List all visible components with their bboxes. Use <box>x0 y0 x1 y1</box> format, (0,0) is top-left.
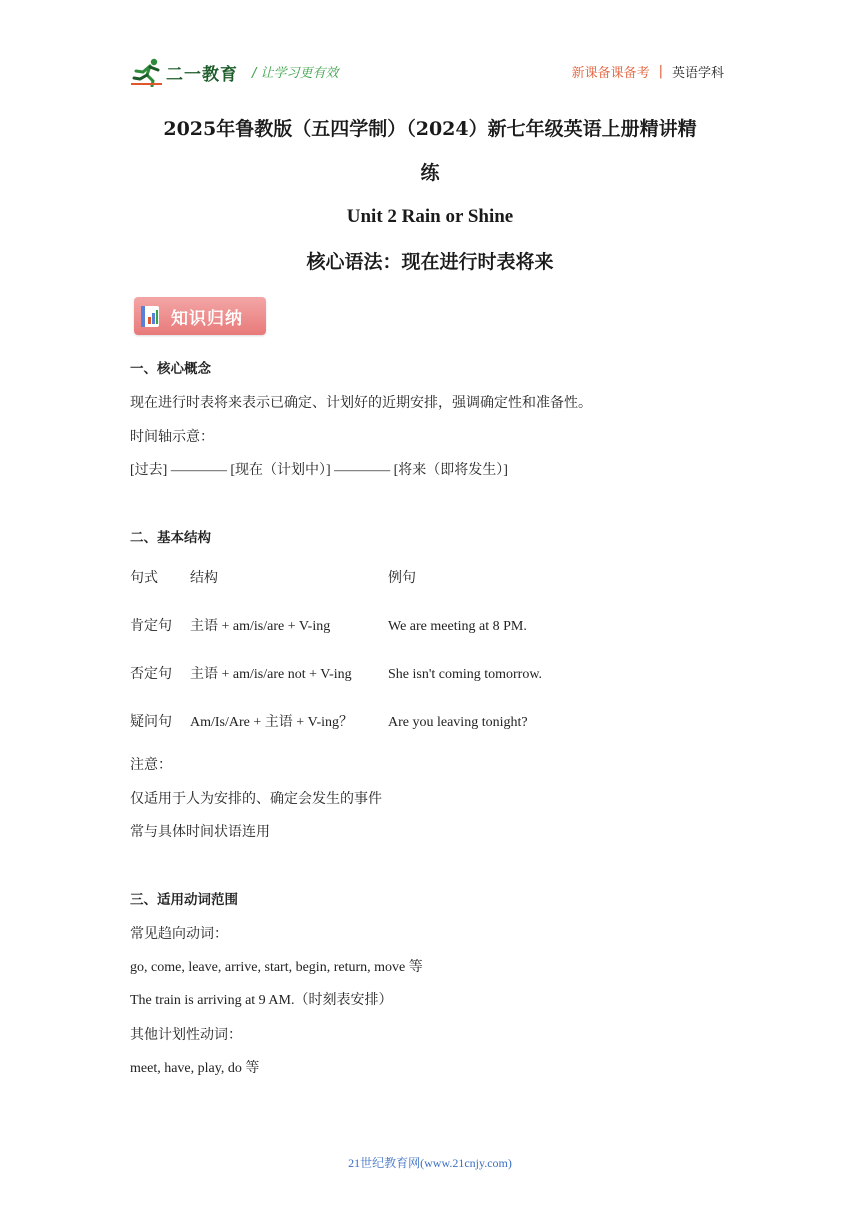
unit-title: Unit 2 Rain or Shine <box>346 206 514 227</box>
table-cell: She isn't coming tomorrow. <box>388 667 543 682</box>
slogan: / 让学习更有效 <box>252 66 339 81</box>
motion-verb-example: The train is arriving at 9 AM.（时刻表安排） <box>130 993 393 1008</box>
page-header <box>130 56 730 92</box>
note-label: 注意： <box>130 757 172 773</box>
table-cell: 肯定句 <box>130 619 172 634</box>
knowledge-badge <box>134 297 266 335</box>
table-cell: We are meeting at 8 PM. <box>388 619 527 634</box>
timeline-label: 时间轴示意： <box>130 429 214 445</box>
table-cell: 主语 + am/is/are not + V-ing <box>190 667 352 682</box>
subject-label: 英语学科 <box>671 66 724 81</box>
section-heading-structure: 二、基本结构 <box>130 530 211 546</box>
course-label: 新课备课备考 <box>571 66 650 81</box>
motion-verbs-label: 常见趋向动词： <box>130 926 228 942</box>
motion-verbs-list: go, come, leave, arrive, start, begin, return, move 等 <box>130 960 423 975</box>
table-cell: Are you leaving tonight? <box>388 715 528 730</box>
logo-text: 二一教育 <box>166 64 238 85</box>
runner-logo-icon <box>130 57 164 87</box>
doc-title-line1: 2025年鲁教版（五四学制）（2024）新七年级英语上册精讲精 <box>163 118 697 140</box>
table-cell: 疑问句 <box>130 715 172 730</box>
badge-label: 知识归纳 <box>171 308 243 329</box>
brand-logo <box>130 56 238 88</box>
timeline-diagram: [过去] ———— [现在（计划中）] ———— [将来（即将发生）] <box>130 463 508 478</box>
table-header-cell: 结构 <box>190 571 218 586</box>
table-header-cell: 句式 <box>130 571 158 586</box>
header-tagline <box>572 62 724 81</box>
concept-definition: 现在进行时表将来表示已确定、计划好的近期安排，强调确定性和准备性。 <box>130 395 592 411</box>
note-item: 常与具体时间状语连用 <box>130 824 270 840</box>
section-heading-verbs: 三、适用动词范围 <box>130 892 238 908</box>
topic-title: 核心语法：现在进行时表将来 <box>306 251 554 273</box>
table-header-cell: 例句 <box>388 571 416 586</box>
note-item: 仅适用于人为安排的、确定会发生的事件 <box>130 791 382 807</box>
plan-verbs-label: 其他计划性动词： <box>130 1027 242 1043</box>
plan-verbs-list: meet, have, play, do 等 <box>130 1061 260 1076</box>
section-heading-concept: 一、核心概念 <box>130 361 211 377</box>
footer-link[interactable]: 21世纪教育网(www.21cnjy.com) <box>348 1156 512 1170</box>
table-cell: 否定句 <box>130 667 172 682</box>
doc-title-line2: 练 <box>420 162 440 184</box>
chart-book-icon <box>139 303 163 329</box>
table-cell: Am/Is/Are + 主语 + V-ing？ <box>190 715 354 730</box>
header-separator: | <box>658 64 663 79</box>
table-cell: 主语 + am/is/are + V-ing <box>190 619 331 634</box>
